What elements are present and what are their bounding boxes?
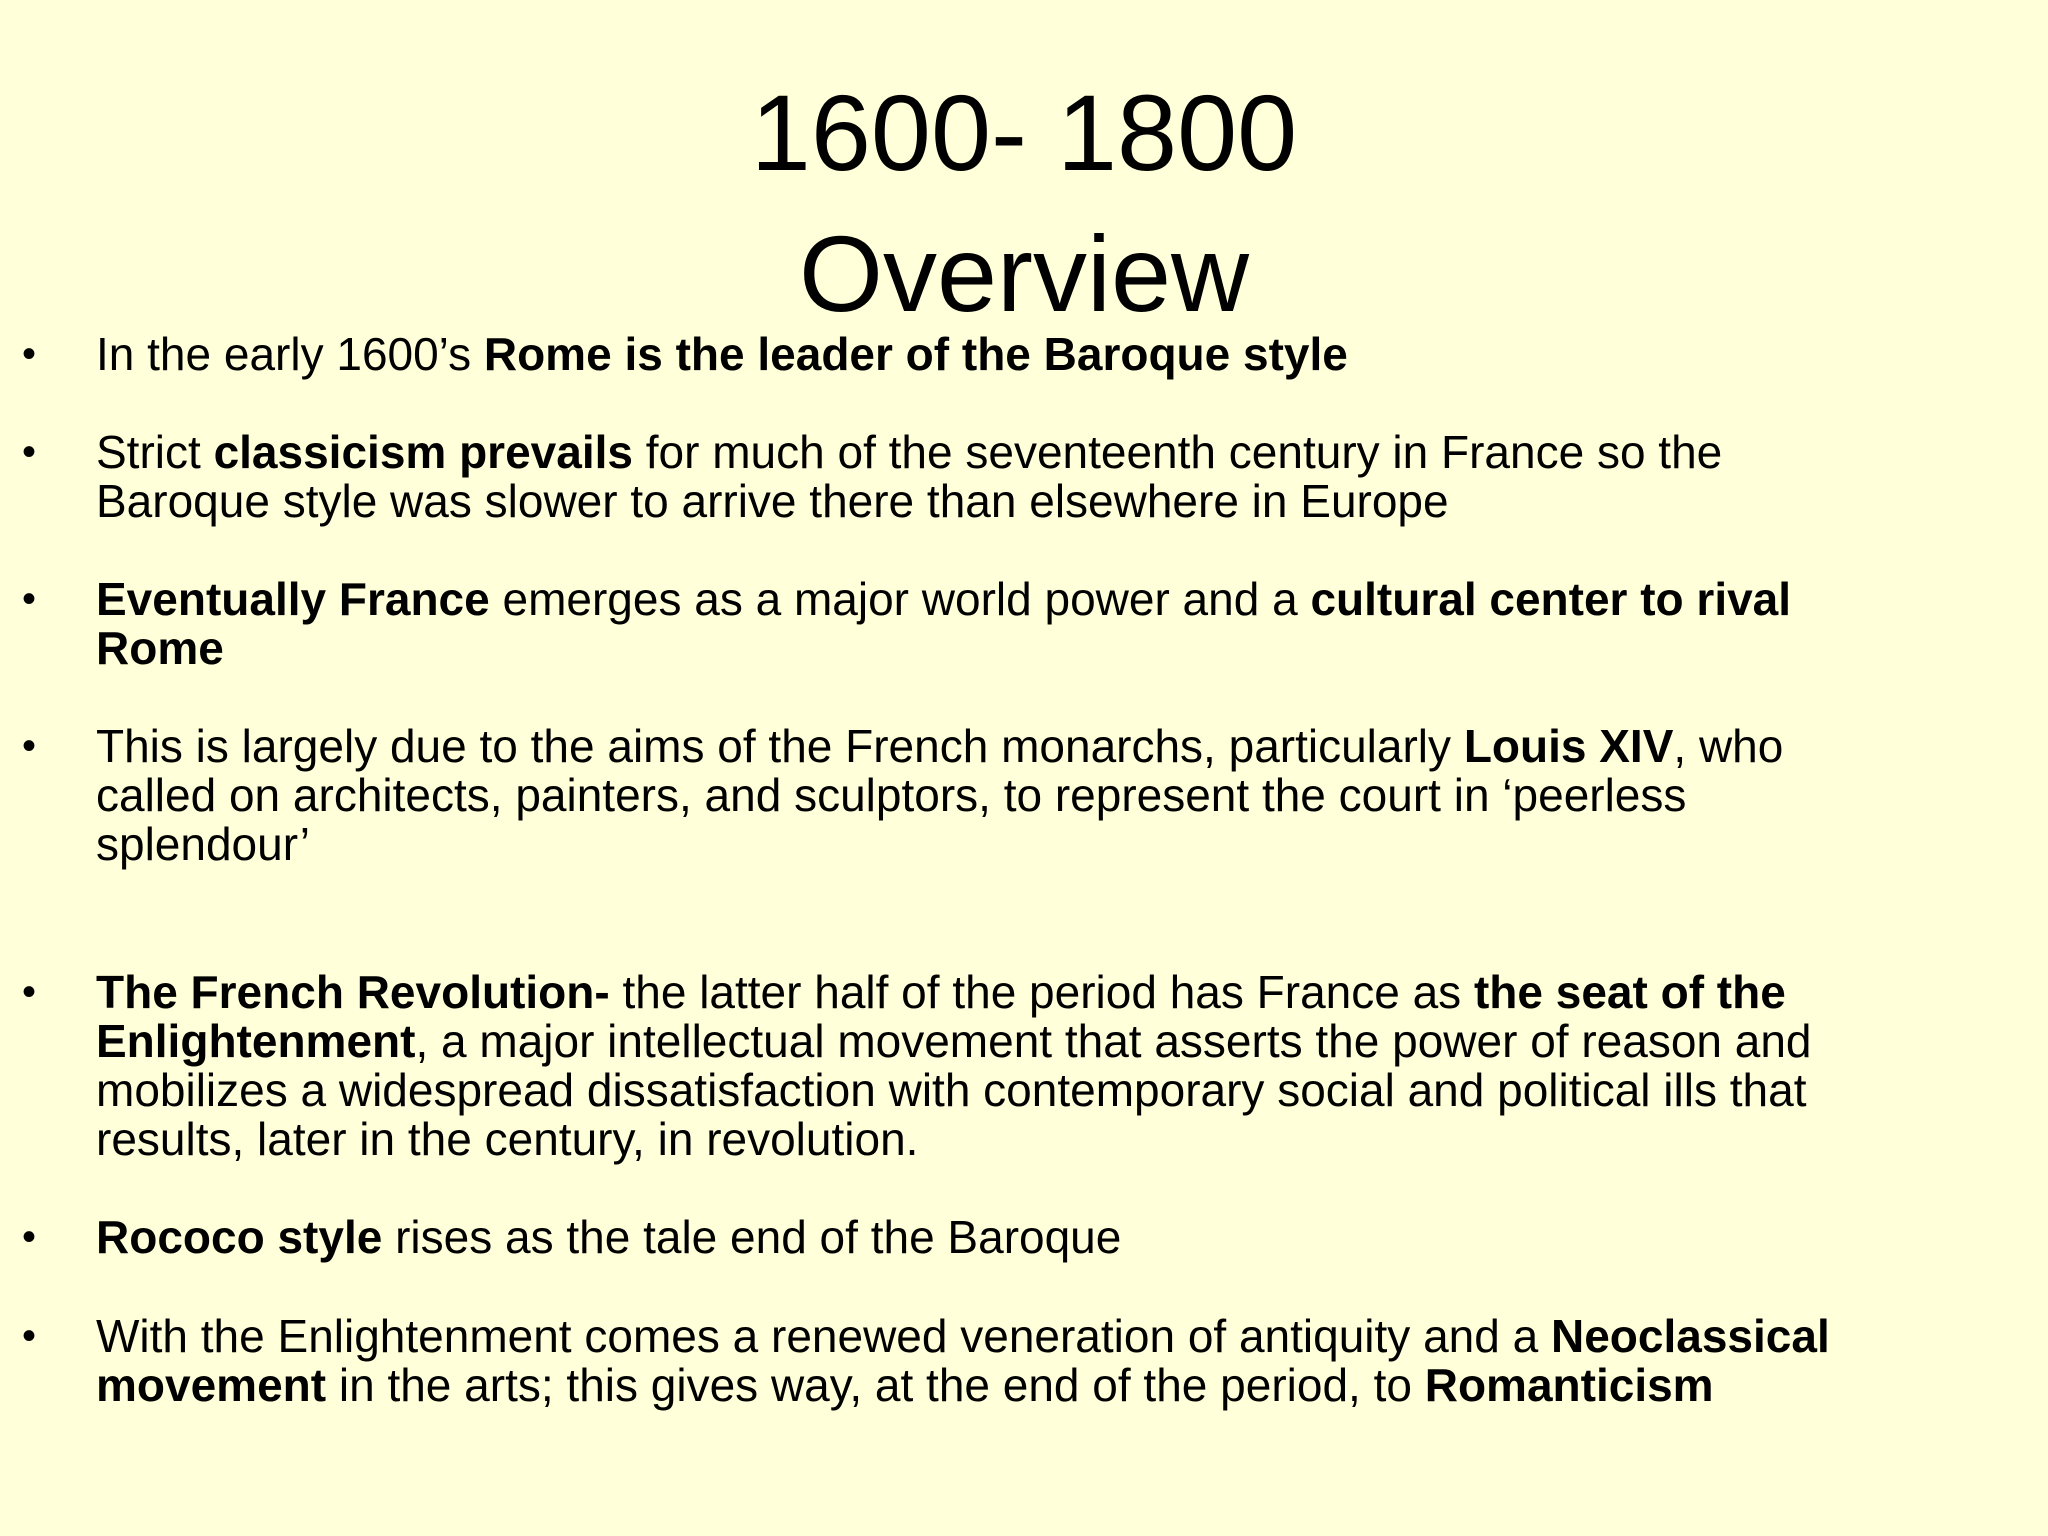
title-line-dates: 1600- 1800 [750, 72, 1298, 193]
bullet-text: rises as the tale end of the Baroque [382, 1211, 1122, 1263]
bullet-line [96, 722, 2036, 771]
bullet-item-revolution [22, 966, 2036, 1165]
bullet-emphasis: classicism prevails [213, 426, 633, 478]
title-line-overview: Overview [798, 213, 1250, 334]
bullet-emphasis: Neoclassical [1550, 1310, 1830, 1362]
bullet-text: In the early 1600’s [96, 328, 484, 380]
bullet-emphasis: The French Revolution- [96, 966, 610, 1018]
bullet-emphasis: the seat of the [1473, 966, 1786, 1018]
bullet-line [96, 1361, 2036, 1410]
bullet-line: results, later in the century, in revolution. [96, 1113, 919, 1165]
bullet-item-classicism [22, 426, 2036, 527]
bullet-item-louis-xiv [22, 720, 2036, 870]
bullet-emphasis: Eventually France [96, 573, 490, 625]
bullet-line: Rome [96, 622, 224, 674]
bullet-icon: • [22, 1215, 37, 1259]
bullet-emphasis: cultural center to rival [1310, 573, 1792, 625]
bullet-line [96, 1213, 2036, 1262]
bullet-emphasis: Enlightenment [96, 1015, 416, 1067]
bullet-emphasis: Rococo style [96, 1211, 383, 1263]
bullet-text: emerges as a major world power and a [489, 573, 1311, 625]
bullet-text: for much of the seventeenth century in France so the [632, 426, 1723, 478]
bullet-icon: • [22, 970, 37, 1014]
bullet-line: mobilizes a widespread dissatisfaction with contemporary social and political ills that [96, 1064, 1807, 1116]
bullet-text: the latter half of the period has France as [609, 966, 1474, 1018]
bullet-icon: • [22, 1314, 37, 1358]
bullet-text: , a major intellectual movement that asserts the power of reason and [415, 1015, 1812, 1067]
bullet-line [96, 330, 2036, 379]
bullet-item-neoclassical [22, 1310, 2036, 1411]
bullet-line: Baroque style was slower to arrive there than elsewhere in Europe [96, 475, 1449, 527]
bullet-emphasis: Romanticism [1424, 1359, 1714, 1411]
bullet-emphasis: movement [96, 1359, 327, 1411]
bullet-text: This is largely due to the aims of the French monarchs, particularly [96, 720, 1464, 772]
bullet-emphasis: Rome is the leader of the Baroque style [483, 328, 1348, 380]
bullet-line [96, 1017, 2036, 1066]
bullet-text: With the Enlightenment comes a renewed veneration of antiquity and a [96, 1310, 1551, 1362]
bullet-item-rome [22, 328, 2036, 380]
bullet-item-rococo [22, 1211, 2036, 1263]
bullet-icon: • [22, 430, 37, 474]
bullet-text: Strict [96, 426, 214, 478]
bullet-item-france [22, 573, 2036, 674]
bullet-line [96, 428, 2036, 477]
bullet-line [96, 968, 2036, 1017]
bullet-icon: • [22, 724, 37, 768]
bullet-text: in the arts; this gives way, at the end of the period, to [326, 1359, 1425, 1411]
bullet-line: splendour’ [96, 818, 310, 870]
bullet-icon: • [22, 577, 37, 621]
bullet-text: , who [1673, 720, 1784, 772]
bullet-line [96, 1312, 2036, 1361]
bullet-line: called on architects, painters, and sculptors, to represent the court in ‘peerless [96, 769, 1687, 821]
bullet-line [96, 575, 2036, 624]
bullet-emphasis: Louis XIV [1463, 720, 1674, 772]
bullet-icon: • [22, 332, 37, 376]
